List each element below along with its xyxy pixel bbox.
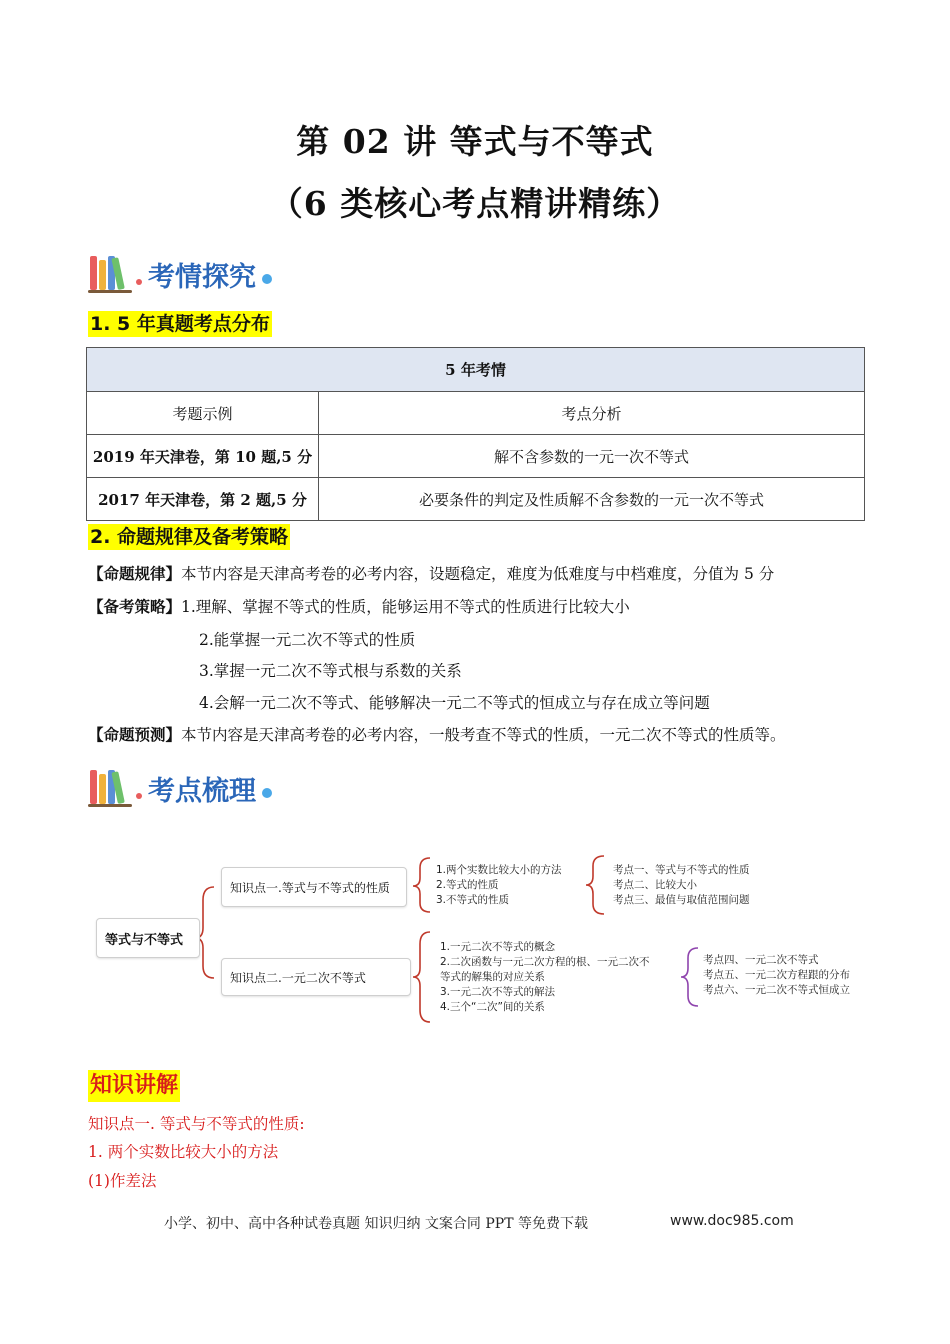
page-title: 第 02 讲 等式与不等式 <box>296 122 654 161</box>
list-item: 4.三个“二次”间的关系 <box>440 1001 545 1013</box>
mindmap-methods <box>436 863 562 908</box>
list-item: 考点五、一元二次方程跟的分布 <box>703 969 850 981</box>
knowledge-line: (1)作差法 <box>88 1172 157 1190</box>
banner-title: 考情探究 <box>148 261 256 293</box>
books-icon <box>88 768 134 808</box>
list-item: 1.两个实数比较大小的方法 <box>436 864 562 876</box>
prediction-text: 本节内容是天津高考卷的必考内容，一般考查不等式的性质，一元二次不等式的性质等。 <box>181 726 786 744</box>
strategy-item: 3.掌握一元二次不等式根与系数的关系 <box>199 662 462 680</box>
mindmap-points <box>703 953 850 998</box>
table-header: 考题示例 <box>87 392 319 435</box>
list-item: 2.二次函数与一元二次方程的根、一元二次不 <box>440 956 650 968</box>
list-item: 考点六、一元二次不等式恒成立 <box>703 984 850 996</box>
mindmap-points <box>613 863 750 908</box>
knowledge-line: 1. 两个实数比较大小的方法 <box>88 1143 279 1161</box>
list-item: 考点二、比较大小 <box>613 879 697 891</box>
mindmap-methods <box>440 940 650 1015</box>
list-item: 3.不等式的性质 <box>436 894 510 906</box>
strategy-paragraph <box>88 596 630 618</box>
table-cell: 2019 年天津卷，第 10 题,5 分 <box>87 435 319 478</box>
prediction-label: 【命题预测】 <box>88 726 182 744</box>
section-heading-distribution: 1. 5 年真题考点分布 <box>90 313 270 335</box>
banner-title: 考点梳理 <box>148 775 256 807</box>
banner-exam-analysis <box>88 252 272 296</box>
mindmap-branch: 知识点一.等式与不等式的性质 <box>221 867 407 907</box>
knowledge-line: 知识点一. 等式与不等式的性质: <box>88 1115 305 1133</box>
prediction-paragraph <box>88 724 786 746</box>
list-item: 考点三、最值与取值范围问题 <box>613 894 750 906</box>
mindmap-branch: 知识点二.一元二次不等式 <box>221 958 411 996</box>
strategy-label: 【备考策略】 <box>88 598 182 616</box>
table-cell: 2017 年天津卷，第 2 题,5 分 <box>87 478 319 521</box>
table-caption: 5 年考情 <box>87 348 865 392</box>
exam-table <box>86 347 865 521</box>
list-item: 1.一元二次不等式的概念 <box>440 941 556 953</box>
table-cell: 解不含参数的一元一次不等式 <box>319 435 865 478</box>
list-item: 考点四、一元二次不等式 <box>703 954 819 966</box>
strategy-item: 4.会解一元二次不等式、能够解决一元二不等式的恒成立与存在成立等问题 <box>199 694 710 712</box>
dot-icon <box>136 279 142 285</box>
rule-label: 【命题规律】 <box>88 565 182 583</box>
strategy-item: 1.理解、掌握不等式的性质，能够运用不等式的性质进行比较大小 <box>181 598 630 616</box>
footer-link[interactable]: www.doc985.com <box>670 1213 794 1229</box>
strategy-item: 2.能掌握一元二次不等式的性质 <box>199 631 416 649</box>
rule-paragraph <box>88 563 774 585</box>
list-item: 3.一元二次不等式的解法 <box>440 986 556 998</box>
mindmap-root: 等式与不等式 <box>96 918 200 958</box>
rule-text: 本节内容是天津高考卷的必考内容，设题稳定，难度为低难度与中档难度，分值为 5 分 <box>181 565 775 583</box>
knowledge-heading: 知识讲解 <box>88 1070 180 1102</box>
list-item: 考点一、等式与不等式的性质 <box>613 864 750 876</box>
banner-key-points <box>88 766 272 810</box>
footer-text: 小学、初中、高中各种试卷真题 知识归纳 文案合同 PPT 等免费下载 <box>164 1216 588 1232</box>
books-icon <box>88 254 134 294</box>
section-heading-strategy: 2. 命题规律及备考策略 <box>90 526 289 548</box>
dot-icon <box>262 274 272 284</box>
table-cell: 必要条件的判定及性质解不含参数的一元一次不等式 <box>319 478 865 521</box>
table-header: 考点分析 <box>319 392 865 435</box>
list-item: 2.等式的性质 <box>436 879 499 891</box>
page-subtitle: （6 类核心考点精讲精练） <box>269 184 681 223</box>
list-item: 等式的解集的对应关系 <box>440 971 545 983</box>
dot-icon <box>262 788 272 798</box>
dot-icon <box>136 793 142 799</box>
